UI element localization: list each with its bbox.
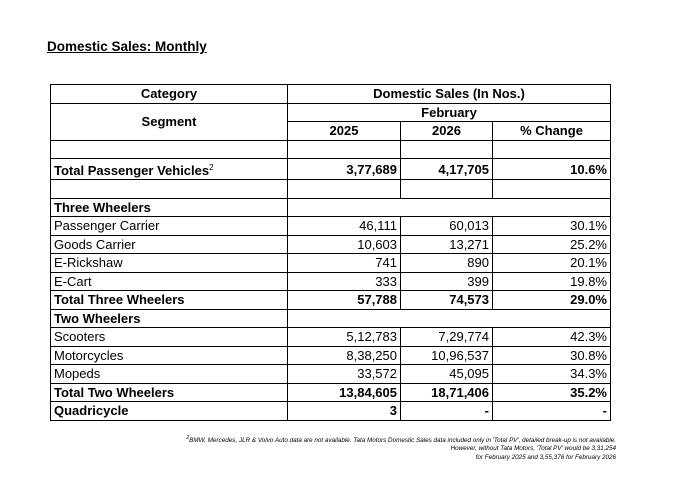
table-row-total-two-wheelers bbox=[51, 383, 611, 402]
footnote bbox=[186, 434, 616, 462]
value-2025: 333 bbox=[288, 272, 401, 291]
value-change: 34.3% bbox=[493, 365, 611, 384]
value-2026: 399 bbox=[401, 272, 493, 291]
value-change: 35.2% bbox=[493, 383, 611, 402]
month-header: February bbox=[288, 103, 611, 122]
table-row bbox=[51, 365, 611, 384]
value-2025: 46,111 bbox=[288, 217, 401, 236]
total-pv-2026: 4,17,705 bbox=[401, 159, 493, 180]
table-row-total-three-wheelers bbox=[51, 291, 611, 310]
value-change: 25.2% bbox=[493, 235, 611, 254]
value-2025: 5,12,783 bbox=[288, 328, 401, 347]
value-2025: 10,603 bbox=[288, 235, 401, 254]
spacer-row bbox=[51, 140, 611, 159]
row-label: Mopeds bbox=[51, 365, 288, 384]
table-row-total-pv bbox=[51, 159, 611, 180]
value-2025: 33,572 bbox=[288, 365, 401, 384]
total-pv-2025: 3,77,689 bbox=[288, 159, 401, 180]
value-2026: 7,29,774 bbox=[401, 328, 493, 347]
row-label: E-Rickshaw bbox=[51, 254, 288, 273]
table-row bbox=[51, 272, 611, 291]
domestic-sales-header: Domestic Sales (In Nos.) bbox=[288, 85, 611, 104]
value-2026: 60,013 bbox=[401, 217, 493, 236]
value-2026: 45,095 bbox=[401, 365, 493, 384]
total-pv-change: 10.6% bbox=[493, 159, 611, 180]
year-2026-header: 2026 bbox=[401, 122, 493, 141]
value-change: 30.1% bbox=[493, 217, 611, 236]
value-change: 19.8% bbox=[493, 272, 611, 291]
total-three-wheelers-label: Total Three Wheelers bbox=[51, 291, 288, 310]
table-row bbox=[51, 254, 611, 273]
year-2025-header: 2025 bbox=[288, 122, 401, 141]
value-2026: - bbox=[401, 402, 493, 421]
row-label: Goods Carrier bbox=[51, 235, 288, 254]
value-2026: 10,96,537 bbox=[401, 346, 493, 365]
table-row bbox=[51, 328, 611, 347]
table-row-quadricycle bbox=[51, 402, 611, 421]
value-change: 29.0% bbox=[493, 291, 611, 310]
footnote-line: $^2$BMW, Mercedes, JLR & Volvo Auto data are not available. Tata Motors Domestic Sales data included only in 'Total PV', detailed break-up is not available. bbox=[186, 435, 616, 444]
total-pv-label: Total Passenger Vehicles$^2$ bbox=[51, 159, 288, 180]
change-header: % Change bbox=[493, 122, 611, 141]
spacer-row bbox=[51, 180, 611, 199]
domestic-sales-table bbox=[50, 84, 611, 421]
page-title: Domestic Sales: Monthly bbox=[47, 39, 207, 54]
row-label: Passenger Carrier bbox=[51, 217, 288, 236]
value-2025: 3 bbox=[288, 402, 401, 421]
footnote-line: However, without Tata Motors, 'Total PV' would be 3,31,254 bbox=[450, 445, 616, 453]
table-row bbox=[51, 346, 611, 365]
total-two-wheelers-label: Total Two Wheelers bbox=[51, 383, 288, 402]
value-2026: 74,573 bbox=[401, 291, 493, 310]
footnote-line: for February 2025 and 3,55,376 for February 2026 bbox=[475, 453, 616, 461]
header-row-month bbox=[51, 103, 611, 122]
row-label: Motorcycles bbox=[51, 346, 288, 365]
segment-header: Segment bbox=[51, 103, 288, 140]
table-row-section-heading bbox=[51, 309, 611, 328]
header-row-category bbox=[51, 85, 611, 104]
value-2026: 890 bbox=[401, 254, 493, 273]
three-wheelers-heading: Three Wheelers bbox=[51, 198, 288, 217]
category-header: Category bbox=[51, 85, 288, 104]
value-2025: 741 bbox=[288, 254, 401, 273]
two-wheelers-heading: Two Wheelers bbox=[51, 309, 288, 328]
table-row bbox=[51, 235, 611, 254]
value-change: 30.8% bbox=[493, 346, 611, 365]
value-change: 20.1% bbox=[493, 254, 611, 273]
value-change: - bbox=[493, 402, 611, 421]
footnote-marker: 2 bbox=[209, 163, 214, 172]
row-label: Scooters bbox=[51, 328, 288, 347]
row-label: E-Cart bbox=[51, 272, 288, 291]
table-row-section-heading bbox=[51, 198, 611, 217]
quadricycle-label: Quadricycle bbox=[51, 402, 288, 421]
value-2025: 8,38,250 bbox=[288, 346, 401, 365]
table-row bbox=[51, 217, 611, 236]
value-change: 42.3% bbox=[493, 328, 611, 347]
value-2026: 13,271 bbox=[401, 235, 493, 254]
value-2026: 18,71,406 bbox=[401, 383, 493, 402]
value-2025: 13,84,605 bbox=[288, 383, 401, 402]
value-2025: 57,788 bbox=[288, 291, 401, 310]
